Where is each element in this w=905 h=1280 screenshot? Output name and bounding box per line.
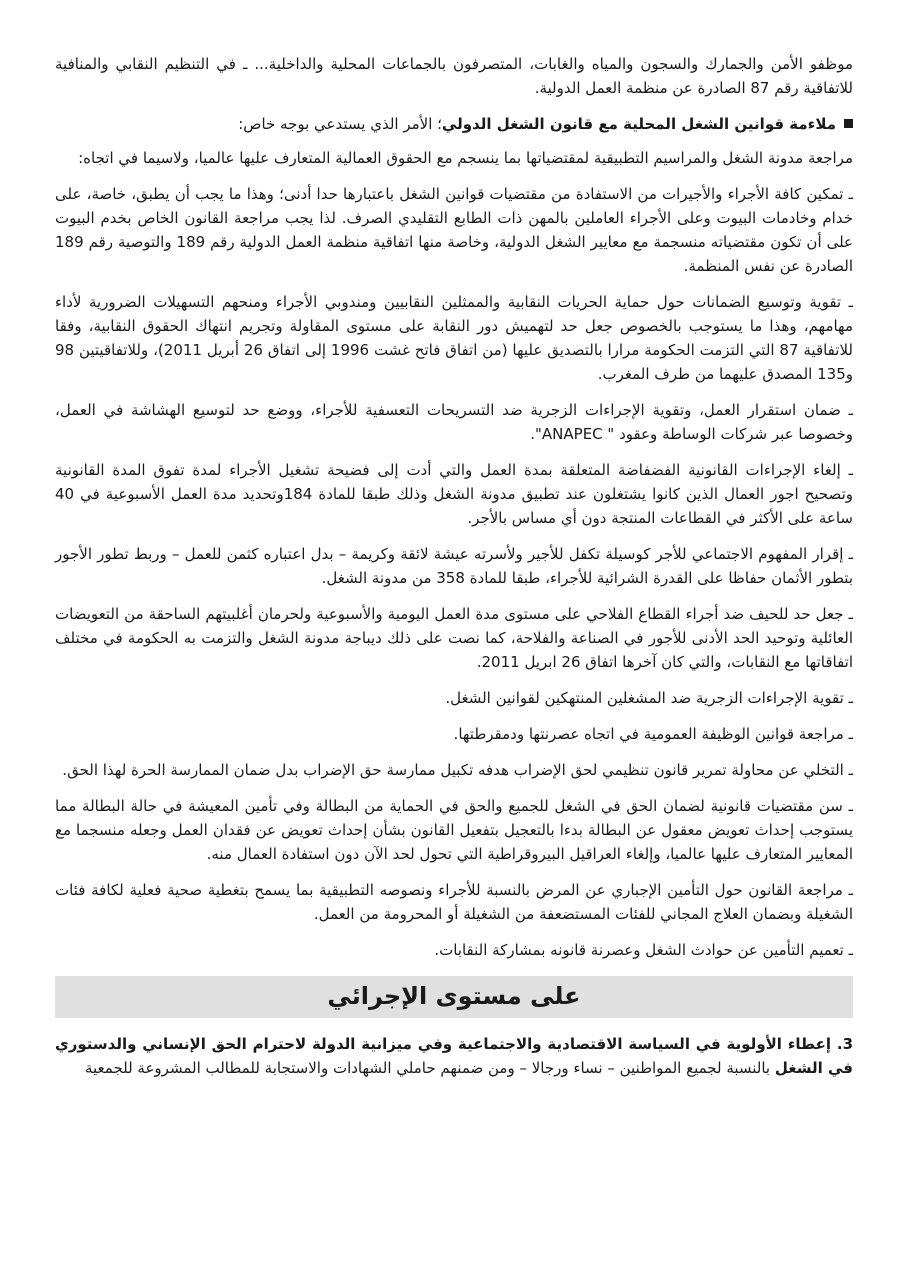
document-page (55, 52, 853, 1080)
list-item: ـ مراجعة القانون حول التأمين الإجباري عن المرض بالنسبة للأجراء ونصوصه التطبيقية بما يسمح بتغطية صحية فعلية لكافة فئات الشغيلة وبضمان العلاج المجاني للفئات المستضعفة من الشغيلة أو المحرومة من العمل. (55, 881, 853, 923)
list-item: ـ تمكين كافة الأجراء والأجيرات من الاستفادة من مقتضيات قوانين الشغل باعتبارها حدا أدنى؛ وهذا ما يجب أن يطبق، خاصة، على خدام وخادمات البيوت وعلى الأجراء العاملين بالمهن ذات الطابع التقليدي الصرف. لذا يجب مراجعة القانون الخاص بخدم البيوت على أن تكون مقتضياته منسجمة مع معايير الشغل الدولية، وخاصة منها اتفاقية منظمة العمل الدولية رقم 189 والتوصية رقم 189 الصادرة عن نفس المنظمة. (55, 185, 854, 275)
intro-paragraph: موظفو الأمن والجمارك والسجون والمياه والغابات، المتصرفون بالجماعات المحلية والداخلية... ـ في التنظيم النقابي والمنافية للاتفاقية رقم 87 الصادرة عن منظمة العمل الدولية. (55, 55, 853, 97)
list-item: ـ تقوية الإجراءات الزجرية ضد المشغلين المنتهكين لقوانين الشغل. (445, 689, 853, 707)
list-item: ـ مراجعة قوانين الوظيفة العمومية في اتجاه عصرنتها ودمقرطتها. (453, 725, 853, 743)
square-bullet-icon (844, 119, 853, 128)
item3-rest-text: بالنسبة لجميع المواطنين – نساء ورجالا – ومن ضمنهم حاملي الشهادات والاستجابة للمطالب المشروعة للجمعية (84, 1059, 775, 1077)
list-item: ـ سن مقتضيات قانونية لضمان الحق في الشغل للجميع والحق في الحماية من البطالة وفي تأمين المعيشة في حالة البطالة مما يستوجب إحداث تعويض معقول عن البطالة بدءا بالتعجيل بتفعيل القانون بشأن إحداث تعويض عن فقدان العمل وجعله منسجما مع المعايير المتعارف عليها عالميا، وإلغاء العراقيل البيروقراطية التي تحول لحد الآن دون استفادة العمال منه. (55, 797, 853, 863)
section-heading: على مستوى الإجرائي (55, 976, 853, 1018)
list-item: ـ إلغاء الإجراءات القانونية الفضفاضة المتعلقة بمدة العمل والتي أدت إلى فضيحة تشغيل الأجراء لمدة تفوق المدة القانونية وتصحيح اجور العمال الذين كانوا يشتغلون عند تطبيق مدونة الشغل وذلك طبقا للمادة 184وتحديد مدة العمل الأسبوعية في 40 ساعة على الأكثر في القطاعات المنتجة دون أي مساس بالأجر. (55, 461, 853, 527)
list-item: ـ تقوية وتوسيع الضمانات حول حماية الحريات النقابية والممثلين النقابيين ومندوبي الأجراء ومنحهم التسهيلات الضرورية لأداء مهامهم، وهذا ما يستوجب بالخصوص جعل حد لتهميش دور النقابة على مستوى المقاولة وتجريم انتهاك الحقوق النقابية، وفقا للاتفاقية 87 التي التزمت الحكومة مرارا بالتصديق عليها (من اتفاق فاتح غشت 1996 إلى اتفاق 26 أبريل 2011)، وللاتفاقيتين 98 و135 المصدق عليهما من طرف المغرب. (55, 293, 853, 383)
subheading-rest: ؛ الأمر الذي يستدعي بوجه خاص: (238, 115, 442, 133)
list-item: ـ إقرار المفهوم الاجتماعي للأجر كوسيلة تكفل للأجير ولأسرته عيشة لائقة وكريمة – بدل اعتباره كثمن للعمل – وربط تطور الأجور بتطور الأثمان حفاظا على القدرة الشرائية للأجراء، طبقا للمادة 358 من مدونة الشغل. (55, 545, 853, 587)
subheading (55, 112, 853, 136)
list-item: ـ تعميم التأمين عن حوادث الشغل وعصرنة قانونه بمشاركة النقابات. (434, 941, 853, 959)
numbered-item-3 (55, 1032, 853, 1080)
list-item: ـ التخلي عن محاولة تمرير قانون تنظيمي لحق الإضراب هدفه تكبيل ممارسة حق الإضراب بدل ضمان الممارسة الحرة لهذا الحق. (62, 761, 853, 779)
lead-paragraph: مراجعة مدونة الشغل والمراسيم التطبيقية لمقتضياتها بما ينسجم مع الحقوق العمالية المتعارف عليها عالميا، ولاسيما في اتجاه: (78, 149, 853, 167)
list-item: ـ ضمان استقرار العمل، وتقوية الإجراءات الزجرية ضد التسريحات التعسفية للأجراء، ووضع حد لتوسيع الهشاشة في العمل، وخصوصا عبر شركات الوساطة وعقود " ANAPEC". (55, 401, 853, 443)
item3-bold-text: إعطاء الأولوية في السياسة الاقتصادية والاجتماعية وفي ميزانية الدولة لاحترام الحق الإنساني والدستوري في الشغل (55, 1035, 853, 1077)
subheading-bold: ملاءمة قوانين الشغل المحلية مع قانون الشغل الدولي (441, 115, 836, 133)
list-item: ـ جعل حد للحيف ضد أجراء القطاع الفلاحي على مستوى مدة العمل اليومية والأسبوعية ولحرمان أغلبيتهم الساحقة من التعويضات العائلية وتوحيد الحد الأدنى للأجور في الصناعة والفلاحة، كما نصت على ذلك ديباجة مدونة الشغل والتزمت به الحكومة في مختلف اتفاقاتها مع النقابات، والتي كان آخرها اتفاق 26 ابريل 2011. (55, 605, 853, 671)
item-number: 3. (831, 1035, 853, 1053)
